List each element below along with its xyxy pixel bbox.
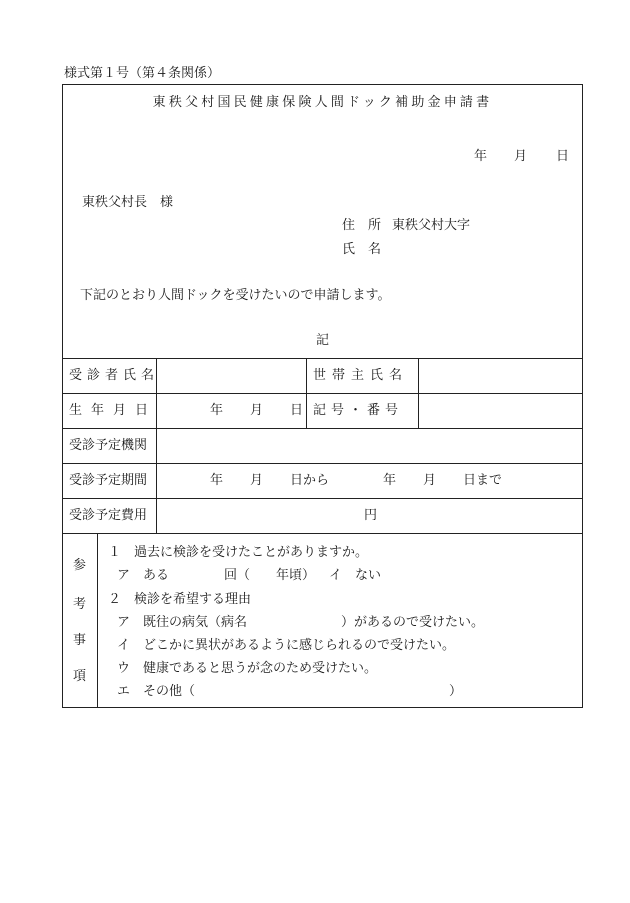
symbol-number-label: 記号・番号	[313, 403, 404, 418]
mid-column-rule	[306, 358, 307, 428]
address-value: 東秩父村大字	[392, 218, 471, 233]
date-year-label: 年	[474, 149, 488, 164]
row-rule-4	[62, 498, 583, 499]
question-2-option-e: エ その他（	[117, 684, 196, 699]
period-label: 受診予定期間	[69, 473, 148, 488]
period-to-day: 日まで	[463, 473, 503, 488]
birth-day-label: 日	[290, 403, 304, 418]
question-2-option-u: ウ 健康であると思うが念のため受けたい。	[117, 661, 378, 676]
table-top-rule	[62, 358, 583, 359]
question-2-option-a: ア 既往の病気（病名	[117, 615, 248, 630]
reference-label-char-4: 項	[73, 669, 87, 684]
label-column-rule	[156, 358, 157, 533]
reference-label-char-1: 参	[73, 558, 87, 573]
name-label: 氏 名	[342, 242, 382, 257]
reference-column-rule	[97, 533, 98, 708]
period-to-month: 月	[423, 473, 437, 488]
cost-label: 受診予定費用	[69, 508, 148, 523]
birth-month-label: 月	[250, 403, 264, 418]
row-rule-3	[62, 463, 583, 464]
question-1-option-i: イ ない	[329, 568, 382, 583]
cost-unit: 円	[364, 508, 378, 523]
institution-label: 受診予定機関	[69, 438, 148, 453]
question-1-option-a: ア ある	[117, 568, 170, 583]
ki-heading: 記	[316, 333, 330, 348]
addressee: 東秩父村長 様	[82, 195, 174, 210]
date-month-label: 月	[514, 149, 528, 164]
address-label: 住 所	[342, 218, 382, 233]
right-label-column-rule	[418, 358, 419, 428]
birth-year-label: 年	[210, 403, 224, 418]
birth-date-label: 生年月日	[69, 403, 158, 418]
reference-label-char-3: 事	[73, 633, 87, 648]
period-from-month: 月	[250, 473, 264, 488]
householder-name-label: 世帯主氏名	[313, 368, 409, 383]
examinee-name-label: 受診者氏名	[69, 368, 160, 383]
form-number-label: 様式第１号（第４条関係）	[64, 66, 221, 81]
question-2: ２ 検診を希望する理由	[108, 592, 252, 607]
question-1-times: 回（ 年頃）	[224, 568, 316, 583]
row-rule-5	[62, 533, 583, 534]
question-2-option-a-end: ）があるので受けたい。	[341, 615, 485, 630]
row-rule-2	[62, 428, 583, 429]
question-1: １ 過去に検診を受けたことがありますか。	[108, 545, 369, 560]
question-2-option-i: イ どこかに異状があるように感じられるので受けたい。	[117, 638, 456, 653]
reference-label-char-2: 考	[73, 597, 87, 612]
document-title: 東秩父村国民健康保険人間ドック補助金申請書	[152, 95, 493, 110]
request-statement: 下記のとおり人間ドックを受けたいので申請します。	[80, 288, 391, 303]
date-day-label: 日	[556, 149, 570, 164]
period-from-day: 日から	[290, 473, 330, 488]
period-to-year: 年	[383, 473, 397, 488]
row-rule-1	[62, 393, 583, 394]
period-from-year: 年	[210, 473, 224, 488]
question-2-option-e-end: ）	[449, 684, 463, 699]
